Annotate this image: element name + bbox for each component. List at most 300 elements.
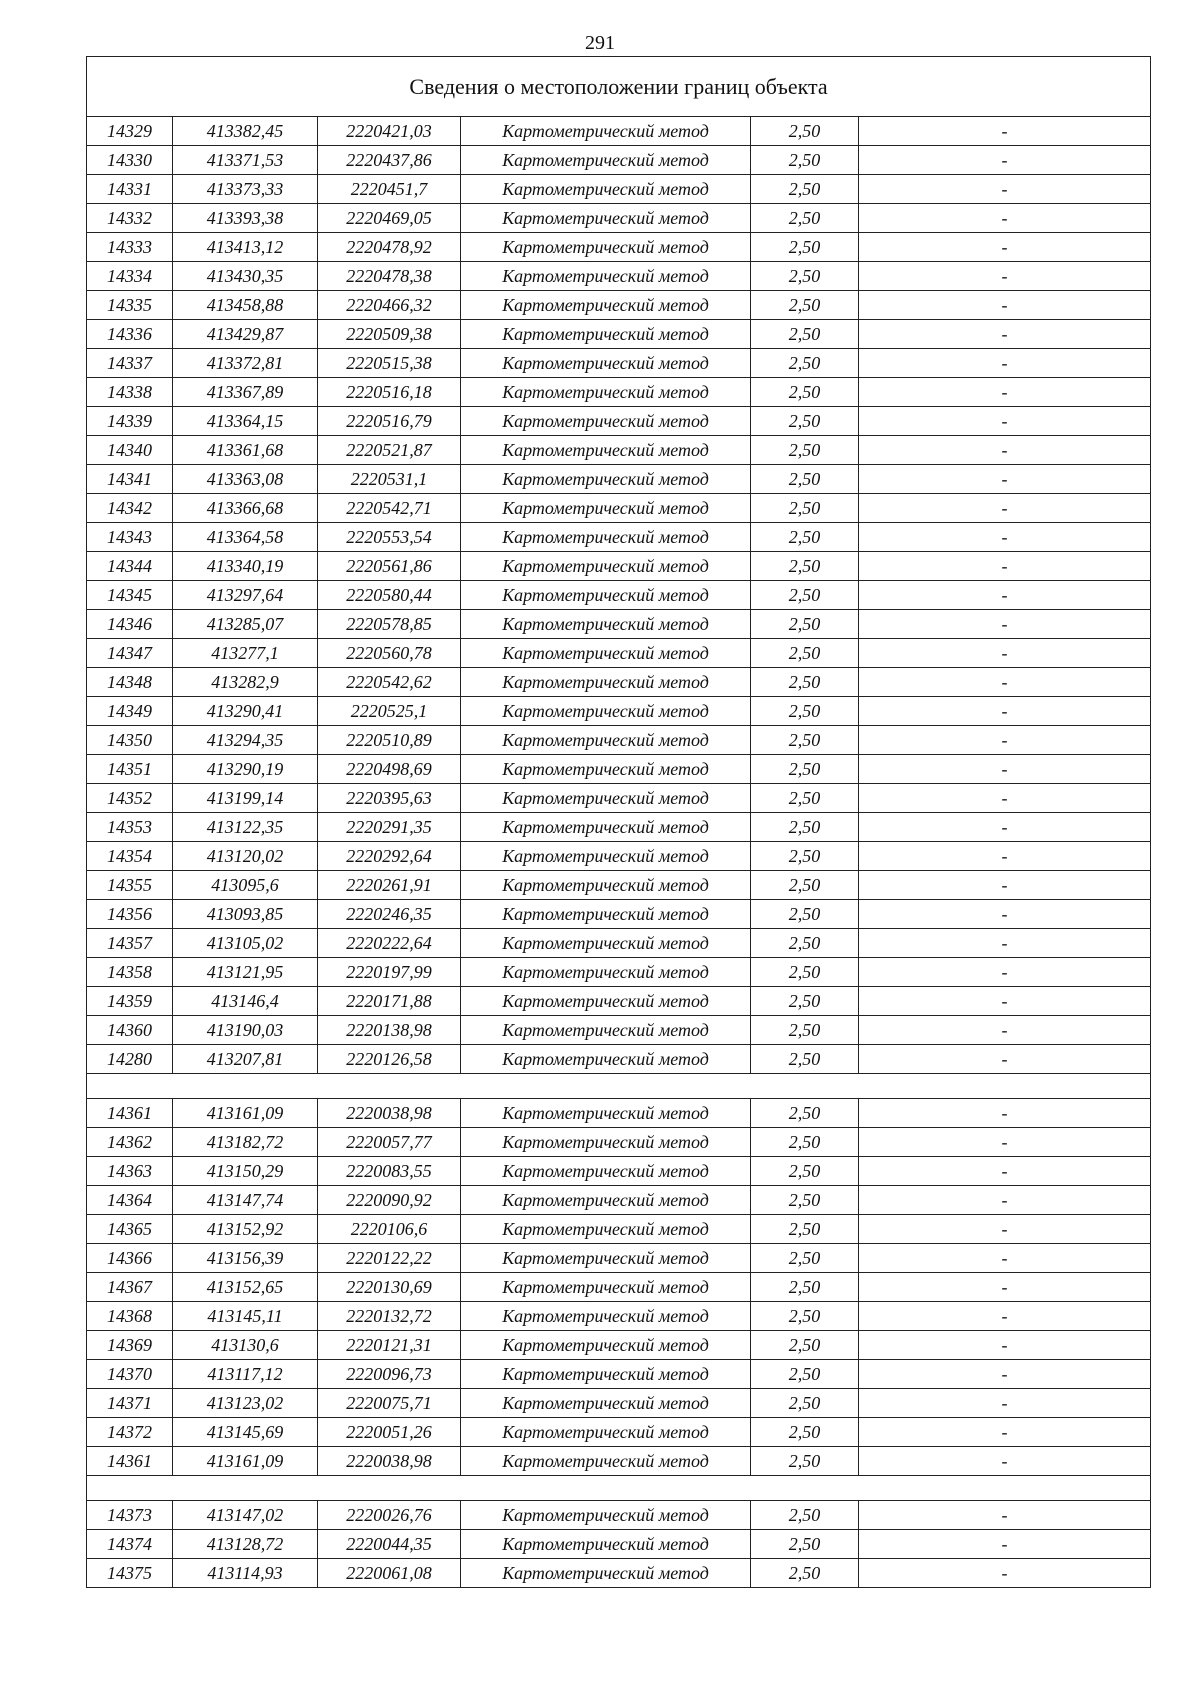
point-number-cell: 14337 [87, 349, 173, 378]
method-cell: Картометрический метод [461, 1186, 751, 1215]
accuracy-cell: 2,50 [751, 117, 859, 146]
y-coordinate-cell: 2220026,76 [318, 1501, 461, 1530]
method-cell: Картометрический метод [461, 1360, 751, 1389]
accuracy-cell: 2,50 [751, 1331, 859, 1360]
y-coordinate-cell: 2220061,08 [318, 1559, 461, 1588]
point-number-cell: 14359 [87, 987, 173, 1016]
accuracy-cell: 2,50 [751, 233, 859, 262]
accuracy-cell: 2,50 [751, 494, 859, 523]
table-row [87, 668, 1151, 697]
point-number-cell: 14355 [87, 871, 173, 900]
table-row [87, 1128, 1151, 1157]
method-cell: Картометрический метод [461, 813, 751, 842]
accuracy-cell: 2,50 [751, 842, 859, 871]
point-number-cell: 14353 [87, 813, 173, 842]
x-coordinate-cell: 413340,19 [173, 552, 318, 581]
method-cell: Картометрический метод [461, 320, 751, 349]
method-cell: Картометрический метод [461, 436, 751, 465]
accuracy-cell: 2,50 [751, 1418, 859, 1447]
method-cell: Картометрический метод [461, 117, 751, 146]
table-row [87, 552, 1151, 581]
accuracy-cell: 2,50 [751, 610, 859, 639]
description-cell: - [859, 726, 1151, 755]
method-cell: Картометрический метод [461, 610, 751, 639]
point-number-cell: 14350 [87, 726, 173, 755]
description-cell: - [859, 436, 1151, 465]
accuracy-cell: 2,50 [751, 523, 859, 552]
method-cell: Картометрический метод [461, 378, 751, 407]
table-row [87, 871, 1151, 900]
x-coordinate-cell: 413458,88 [173, 291, 318, 320]
table-row [87, 1530, 1151, 1559]
table-row [87, 1418, 1151, 1447]
description-cell: - [859, 378, 1151, 407]
point-number-cell: 14280 [87, 1045, 173, 1074]
x-coordinate-cell: 413128,72 [173, 1530, 318, 1559]
description-cell: - [859, 1273, 1151, 1302]
point-number-cell: 14339 [87, 407, 173, 436]
point-number-cell: 14360 [87, 1016, 173, 1045]
x-coordinate-cell: 413382,45 [173, 117, 318, 146]
description-cell: - [859, 349, 1151, 378]
y-coordinate-cell: 2220553,54 [318, 523, 461, 552]
accuracy-cell: 2,50 [751, 1186, 859, 1215]
description-cell: - [859, 784, 1151, 813]
point-number-cell: 14333 [87, 233, 173, 262]
x-coordinate-cell: 413297,64 [173, 581, 318, 610]
accuracy-cell: 2,50 [751, 1501, 859, 1530]
method-cell: Картометрический метод [461, 1418, 751, 1447]
point-number-cell: 14347 [87, 639, 173, 668]
group-separator-row [87, 1074, 1151, 1099]
y-coordinate-cell: 2220531,1 [318, 465, 461, 494]
accuracy-cell: 2,50 [751, 697, 859, 726]
method-cell: Картометрический метод [461, 1302, 751, 1331]
table-row [87, 1016, 1151, 1045]
method-cell: Картометрический метод [461, 784, 751, 813]
group-separator-cell [87, 1074, 1151, 1099]
x-coordinate-cell: 413130,6 [173, 1331, 318, 1360]
description-cell: - [859, 958, 1151, 987]
table-row [87, 378, 1151, 407]
method-cell: Картометрический метод [461, 1501, 751, 1530]
x-coordinate-cell: 413095,6 [173, 871, 318, 900]
y-coordinate-cell: 2220096,73 [318, 1360, 461, 1389]
description-cell: - [859, 813, 1151, 842]
description-cell: - [859, 465, 1151, 494]
description-cell: - [859, 987, 1151, 1016]
y-coordinate-cell: 2220171,88 [318, 987, 461, 1016]
description-cell: - [859, 1244, 1151, 1273]
table-row [87, 523, 1151, 552]
accuracy-cell: 2,50 [751, 755, 859, 784]
description-cell: - [859, 262, 1151, 291]
accuracy-cell: 2,50 [751, 1016, 859, 1045]
x-coordinate-cell: 413430,35 [173, 262, 318, 291]
accuracy-cell: 2,50 [751, 1099, 859, 1128]
x-coordinate-cell: 413117,12 [173, 1360, 318, 1389]
accuracy-cell: 2,50 [751, 987, 859, 1016]
accuracy-cell: 2,50 [751, 1389, 859, 1418]
y-coordinate-cell: 2220437,86 [318, 146, 461, 175]
table-row [87, 1157, 1151, 1186]
method-cell: Картометрический метод [461, 1447, 751, 1476]
x-coordinate-cell: 413277,1 [173, 639, 318, 668]
description-cell: - [859, 610, 1151, 639]
table-row [87, 1360, 1151, 1389]
table-row [87, 1186, 1151, 1215]
method-cell: Картометрический метод [461, 204, 751, 233]
y-coordinate-cell: 2220057,77 [318, 1128, 461, 1157]
x-coordinate-cell: 413152,65 [173, 1273, 318, 1302]
method-cell: Картометрический метод [461, 1215, 751, 1244]
table-body [87, 117, 1151, 1588]
description-cell: - [859, 1360, 1151, 1389]
method-cell: Картометрический метод [461, 146, 751, 175]
x-coordinate-cell: 413146,4 [173, 987, 318, 1016]
accuracy-cell: 2,50 [751, 581, 859, 610]
method-cell: Картометрический метод [461, 407, 751, 436]
table-row [87, 581, 1151, 610]
point-number-cell: 14374 [87, 1530, 173, 1559]
method-cell: Картометрический метод [461, 233, 751, 262]
method-cell: Картометрический метод [461, 958, 751, 987]
method-cell: Картометрический метод [461, 1099, 751, 1128]
y-coordinate-cell: 2220521,87 [318, 436, 461, 465]
accuracy-cell: 2,50 [751, 1447, 859, 1476]
table-title: Сведения о местоположении границ объекта [87, 57, 1151, 117]
y-coordinate-cell: 2220516,18 [318, 378, 461, 407]
description-cell: - [859, 1157, 1151, 1186]
x-coordinate-cell: 413429,87 [173, 320, 318, 349]
method-cell: Картометрический метод [461, 349, 751, 378]
description-cell: - [859, 146, 1151, 175]
method-cell: Картометрический метод [461, 291, 751, 320]
y-coordinate-cell: 2220580,44 [318, 581, 461, 610]
point-number-cell: 14358 [87, 958, 173, 987]
y-coordinate-cell: 2220038,98 [318, 1447, 461, 1476]
description-cell: - [859, 1501, 1151, 1530]
y-coordinate-cell: 2220516,79 [318, 407, 461, 436]
point-number-cell: 14369 [87, 1331, 173, 1360]
accuracy-cell: 2,50 [751, 1302, 859, 1331]
y-coordinate-cell: 2220478,92 [318, 233, 461, 262]
x-coordinate-cell: 413207,81 [173, 1045, 318, 1074]
x-coordinate-cell: 413093,85 [173, 900, 318, 929]
point-number-cell: 14334 [87, 262, 173, 291]
method-cell: Картометрический метод [461, 552, 751, 581]
y-coordinate-cell: 2220051,26 [318, 1418, 461, 1447]
table-row [87, 233, 1151, 262]
x-coordinate-cell: 413364,15 [173, 407, 318, 436]
point-number-cell: 14366 [87, 1244, 173, 1273]
description-cell: - [859, 900, 1151, 929]
x-coordinate-cell: 413366,68 [173, 494, 318, 523]
point-number-cell: 14330 [87, 146, 173, 175]
method-cell: Картометрический метод [461, 465, 751, 494]
x-coordinate-cell: 413190,03 [173, 1016, 318, 1045]
table-row [87, 1273, 1151, 1302]
y-coordinate-cell: 2220126,58 [318, 1045, 461, 1074]
boundary-table [86, 56, 1151, 1588]
description-cell: - [859, 755, 1151, 784]
table-row [87, 204, 1151, 233]
table-row [87, 1331, 1151, 1360]
description-cell: - [859, 1128, 1151, 1157]
x-coordinate-cell: 413123,02 [173, 1389, 318, 1418]
description-cell: - [859, 1186, 1151, 1215]
point-number-cell: 14346 [87, 610, 173, 639]
table-row [87, 436, 1151, 465]
description-cell: - [859, 929, 1151, 958]
point-number-cell: 14336 [87, 320, 173, 349]
table-row [87, 987, 1151, 1016]
x-coordinate-cell: 413152,92 [173, 1215, 318, 1244]
accuracy-cell: 2,50 [751, 146, 859, 175]
accuracy-cell: 2,50 [751, 784, 859, 813]
accuracy-cell: 2,50 [751, 1559, 859, 1588]
table-row [87, 1501, 1151, 1530]
accuracy-cell: 2,50 [751, 1530, 859, 1559]
x-coordinate-cell: 413147,02 [173, 1501, 318, 1530]
x-coordinate-cell: 413145,69 [173, 1418, 318, 1447]
point-number-cell: 14372 [87, 1418, 173, 1447]
accuracy-cell: 2,50 [751, 1157, 859, 1186]
x-coordinate-cell: 413122,35 [173, 813, 318, 842]
point-number-cell: 14364 [87, 1186, 173, 1215]
x-coordinate-cell: 413114,93 [173, 1559, 318, 1588]
description-cell: - [859, 1016, 1151, 1045]
x-coordinate-cell: 413413,12 [173, 233, 318, 262]
y-coordinate-cell: 2220090,92 [318, 1186, 461, 1215]
point-number-cell: 14345 [87, 581, 173, 610]
y-coordinate-cell: 2220509,38 [318, 320, 461, 349]
accuracy-cell: 2,50 [751, 262, 859, 291]
y-coordinate-cell: 2220421,03 [318, 117, 461, 146]
method-cell: Картометрический метод [461, 494, 751, 523]
x-coordinate-cell: 413156,39 [173, 1244, 318, 1273]
method-cell: Картометрический метод [461, 755, 751, 784]
accuracy-cell: 2,50 [751, 726, 859, 755]
table-row [87, 639, 1151, 668]
y-coordinate-cell: 2220044,35 [318, 1530, 461, 1559]
y-coordinate-cell: 2220515,38 [318, 349, 461, 378]
description-cell: - [859, 697, 1151, 726]
table-row [87, 1447, 1151, 1476]
x-coordinate-cell: 413285,07 [173, 610, 318, 639]
table-row [87, 784, 1151, 813]
accuracy-cell: 2,50 [751, 465, 859, 494]
method-cell: Картометрический метод [461, 1389, 751, 1418]
point-number-cell: 14354 [87, 842, 173, 871]
method-cell: Картометрический метод [461, 987, 751, 1016]
description-cell: - [859, 204, 1151, 233]
table-row [87, 842, 1151, 871]
method-cell: Картометрический метод [461, 1273, 751, 1302]
method-cell: Картометрический метод [461, 262, 751, 291]
method-cell: Картометрический метод [461, 581, 751, 610]
accuracy-cell: 2,50 [751, 552, 859, 581]
x-coordinate-cell: 413361,68 [173, 436, 318, 465]
group-separator-cell [87, 1476, 1151, 1501]
method-cell: Картометрический метод [461, 1016, 751, 1045]
page-number: 291 [585, 32, 615, 54]
y-coordinate-cell: 2220292,64 [318, 842, 461, 871]
point-number-cell: 14342 [87, 494, 173, 523]
description-cell: - [859, 581, 1151, 610]
table-row [87, 755, 1151, 784]
y-coordinate-cell: 2220246,35 [318, 900, 461, 929]
description-cell: - [859, 117, 1151, 146]
x-coordinate-cell: 413290,19 [173, 755, 318, 784]
y-coordinate-cell: 2220075,71 [318, 1389, 461, 1418]
y-coordinate-cell: 2220121,31 [318, 1331, 461, 1360]
point-number-cell: 14348 [87, 668, 173, 697]
table-title-row [87, 57, 1151, 117]
point-number-cell: 14344 [87, 552, 173, 581]
accuracy-cell: 2,50 [751, 1045, 859, 1074]
method-cell: Картометрический метод [461, 523, 751, 552]
y-coordinate-cell: 2220561,86 [318, 552, 461, 581]
description-cell: - [859, 552, 1151, 581]
table-row [87, 697, 1151, 726]
method-cell: Картометрический метод [461, 1559, 751, 1588]
description-cell: - [859, 639, 1151, 668]
table-row [87, 958, 1151, 987]
table-row [87, 262, 1151, 291]
accuracy-cell: 2,50 [751, 639, 859, 668]
table-row [87, 1389, 1151, 1418]
accuracy-cell: 2,50 [751, 407, 859, 436]
table-row [87, 1244, 1151, 1273]
accuracy-cell: 2,50 [751, 1215, 859, 1244]
accuracy-cell: 2,50 [751, 204, 859, 233]
table-row [87, 1215, 1151, 1244]
method-cell: Картометрический метод [461, 697, 751, 726]
x-coordinate-cell: 413364,58 [173, 523, 318, 552]
y-coordinate-cell: 2220261,91 [318, 871, 461, 900]
point-number-cell: 14370 [87, 1360, 173, 1389]
description-cell: - [859, 1215, 1151, 1244]
method-cell: Картометрический метод [461, 1128, 751, 1157]
y-coordinate-cell: 2220542,62 [318, 668, 461, 697]
method-cell: Картометрический метод [461, 1331, 751, 1360]
x-coordinate-cell: 413147,74 [173, 1186, 318, 1215]
accuracy-cell: 2,50 [751, 291, 859, 320]
point-number-cell: 14349 [87, 697, 173, 726]
y-coordinate-cell: 2220197,99 [318, 958, 461, 987]
description-cell: - [859, 407, 1151, 436]
method-cell: Картометрический метод [461, 1530, 751, 1559]
description-cell: - [859, 523, 1151, 552]
method-cell: Картометрический метод [461, 871, 751, 900]
y-coordinate-cell: 2220038,98 [318, 1099, 461, 1128]
table-row [87, 813, 1151, 842]
point-number-cell: 14329 [87, 117, 173, 146]
description-cell: - [859, 1530, 1151, 1559]
x-coordinate-cell: 413294,35 [173, 726, 318, 755]
x-coordinate-cell: 413120,02 [173, 842, 318, 871]
y-coordinate-cell: 2220542,71 [318, 494, 461, 523]
table-row [87, 117, 1151, 146]
accuracy-cell: 2,50 [751, 929, 859, 958]
x-coordinate-cell: 413161,09 [173, 1447, 318, 1476]
y-coordinate-cell: 2220525,1 [318, 697, 461, 726]
method-cell: Картометрический метод [461, 726, 751, 755]
y-coordinate-cell: 2220466,32 [318, 291, 461, 320]
point-number-cell: 14338 [87, 378, 173, 407]
x-coordinate-cell: 413150,29 [173, 1157, 318, 1186]
description-cell: - [859, 175, 1151, 204]
accuracy-cell: 2,50 [751, 813, 859, 842]
y-coordinate-cell: 2220560,78 [318, 639, 461, 668]
method-cell: Картометрический метод [461, 929, 751, 958]
description-cell: - [859, 1045, 1151, 1074]
table-row [87, 929, 1151, 958]
x-coordinate-cell: 413372,81 [173, 349, 318, 378]
y-coordinate-cell: 2220510,89 [318, 726, 461, 755]
group-separator-row [87, 1476, 1151, 1501]
table-row [87, 175, 1151, 204]
x-coordinate-cell: 413105,02 [173, 929, 318, 958]
point-number-cell: 14332 [87, 204, 173, 233]
accuracy-cell: 2,50 [751, 668, 859, 697]
x-coordinate-cell: 413373,33 [173, 175, 318, 204]
point-number-cell: 14351 [87, 755, 173, 784]
description-cell: - [859, 1302, 1151, 1331]
method-cell: Картометрический метод [461, 1244, 751, 1273]
accuracy-cell: 2,50 [751, 871, 859, 900]
point-number-cell: 14341 [87, 465, 173, 494]
x-coordinate-cell: 413363,08 [173, 465, 318, 494]
description-cell: - [859, 1099, 1151, 1128]
accuracy-cell: 2,50 [751, 175, 859, 204]
point-number-cell: 14373 [87, 1501, 173, 1530]
description-cell: - [859, 494, 1151, 523]
accuracy-cell: 2,50 [751, 1128, 859, 1157]
table-row [87, 900, 1151, 929]
point-number-cell: 14368 [87, 1302, 173, 1331]
method-cell: Картометрический метод [461, 639, 751, 668]
table-row [87, 1559, 1151, 1588]
point-number-cell: 14361 [87, 1447, 173, 1476]
y-coordinate-cell: 2220469,05 [318, 204, 461, 233]
x-coordinate-cell: 413161,09 [173, 1099, 318, 1128]
accuracy-cell: 2,50 [751, 900, 859, 929]
accuracy-cell: 2,50 [751, 349, 859, 378]
accuracy-cell: 2,50 [751, 436, 859, 465]
description-cell: - [859, 320, 1151, 349]
table-row [87, 610, 1151, 639]
table-row [87, 320, 1151, 349]
description-cell: - [859, 1331, 1151, 1360]
table-row [87, 407, 1151, 436]
y-coordinate-cell: 2220106,6 [318, 1215, 461, 1244]
description-cell: - [859, 233, 1151, 262]
x-coordinate-cell: 413182,72 [173, 1128, 318, 1157]
description-cell: - [859, 871, 1151, 900]
method-cell: Картометрический метод [461, 175, 751, 204]
x-coordinate-cell: 413393,38 [173, 204, 318, 233]
x-coordinate-cell: 413367,89 [173, 378, 318, 407]
x-coordinate-cell: 413371,53 [173, 146, 318, 175]
table-row [87, 726, 1151, 755]
accuracy-cell: 2,50 [751, 320, 859, 349]
x-coordinate-cell: 413121,95 [173, 958, 318, 987]
y-coordinate-cell: 2220132,72 [318, 1302, 461, 1331]
description-cell: - [859, 1447, 1151, 1476]
x-coordinate-cell: 413282,9 [173, 668, 318, 697]
